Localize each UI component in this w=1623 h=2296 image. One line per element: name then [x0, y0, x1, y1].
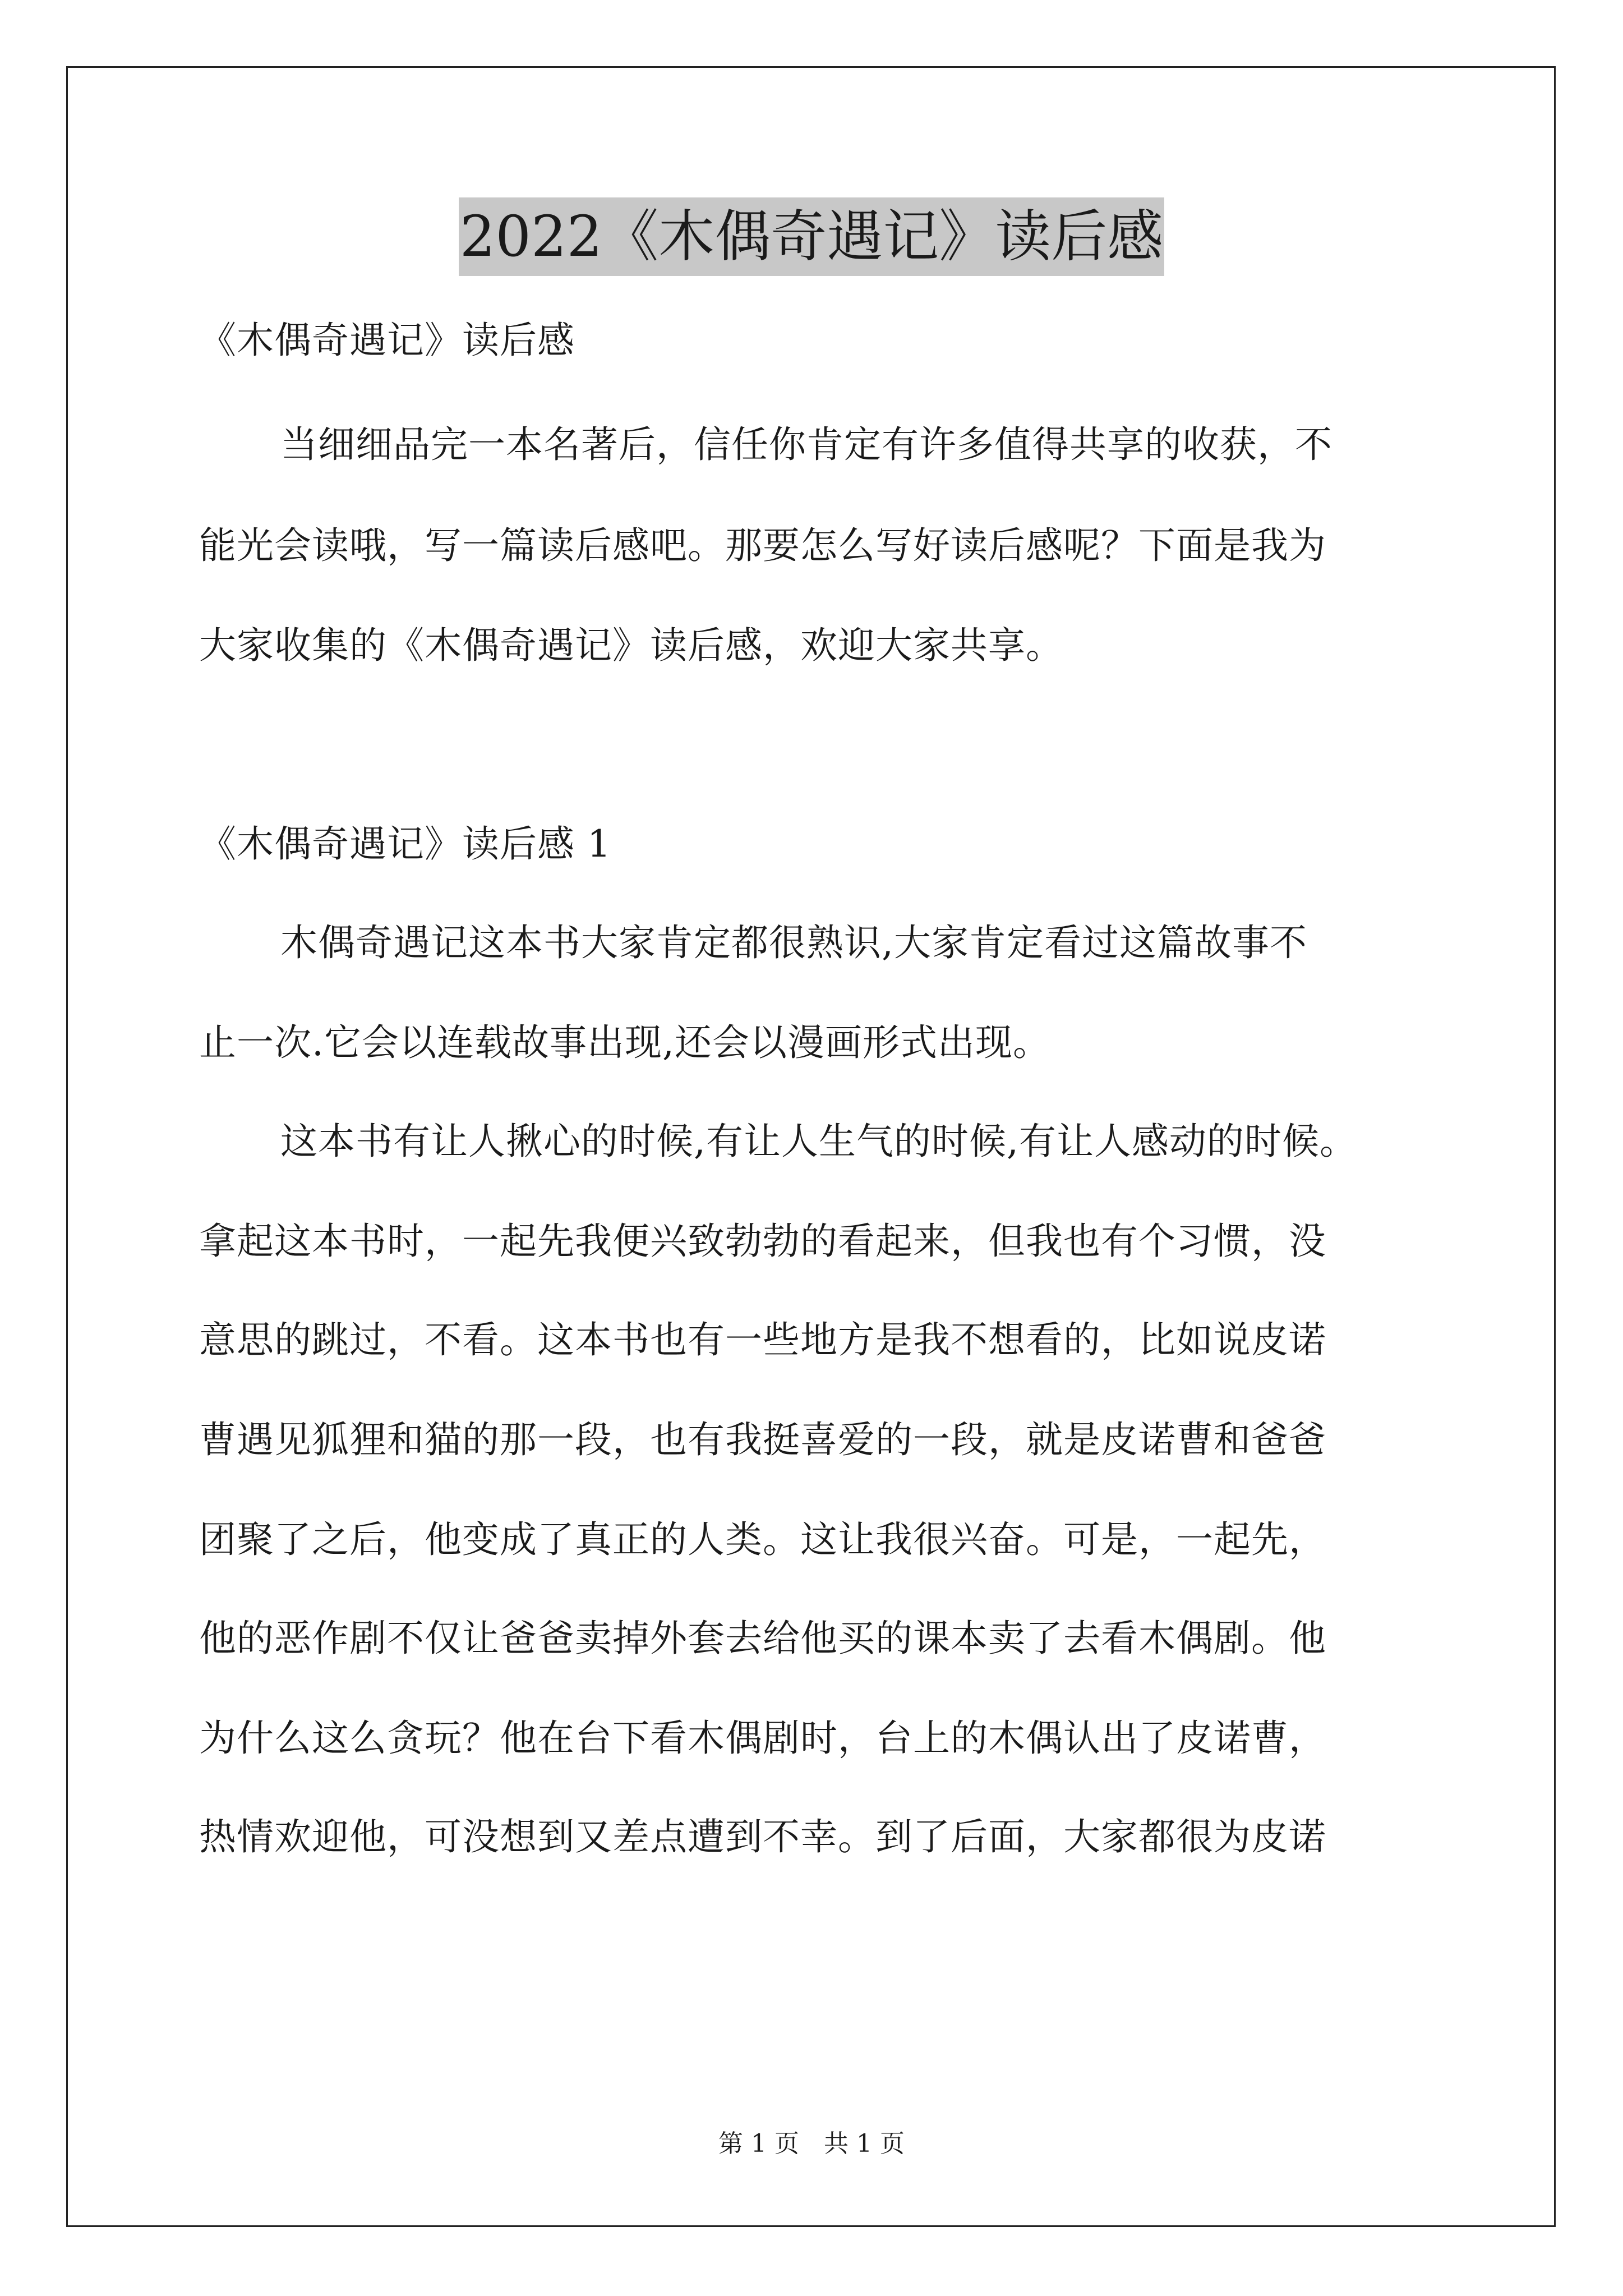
section-heading: 《木偶奇遇记》读后感 1 [199, 822, 611, 866]
paragraph2-line-8: 热情欢迎他，可没想到又差点遭到不幸。到了后面，大家都很为皮诺 [199, 1815, 1326, 1858]
paragraph2-line-6: 他的恶作剧不仅让爸爸卖掉外套去给他买的课本卖了去看木偶剧。他 [199, 1617, 1326, 1660]
document-title: 2022《木偶奇遇记》读后感 [459, 197, 1165, 276]
intro-line-2: 能光会读哦，写一篇读后感吧。那要怎么写好读后感呢？下面是我为 [199, 524, 1326, 567]
intro-line-1: 当细细品完一本名著后，信任你肯定有许多值得共享的收获，不 [280, 423, 1332, 466]
paragraph1-line-2: 止一次.它会以连载故事出现,还会以漫画形式出现。 [199, 1021, 1050, 1064]
paragraph1-line-1: 木偶奇遇记这本书大家肯定都很熟识,大家肯定看过这篇故事不 [280, 921, 1307, 964]
subheading: 《木偶奇遇记》读后感 [199, 319, 575, 362]
page-footer: 第 1 页 共 1 页 [718, 2129, 905, 2158]
paragraph2-line-5: 团聚了之后，他变成了真正的人类。这让我很兴奋。可是，一起先， [199, 1518, 1326, 1561]
paragraph2-line-7: 为什么这么贪玩？他在台下看木偶剧时，台上的木偶认出了皮诺曹， [199, 1717, 1326, 1760]
paragraph2-line-4: 曹遇见狐狸和猫的那一段，也有我挺喜爱的一段，就是皮诺曹和爸爸 [199, 1418, 1326, 1461]
paragraph2-line-2: 拿起这本书时，一起先我便兴致勃勃的看起来，但我也有个习惯，没 [199, 1220, 1326, 1263]
paragraph2-line-1: 这本书有让人揪心的时候,有让人生气的时候,有让人感动的时候。 [280, 1120, 1357, 1163]
title-container [0, 197, 1623, 276]
paragraph2-line-3: 意思的跳过，不看。这本书也有一些地方是我不想看的，比如说皮诺 [199, 1318, 1326, 1361]
intro-line-3: 大家收集的《木偶奇遇记》读后感，欢迎大家共享。 [199, 624, 1063, 667]
